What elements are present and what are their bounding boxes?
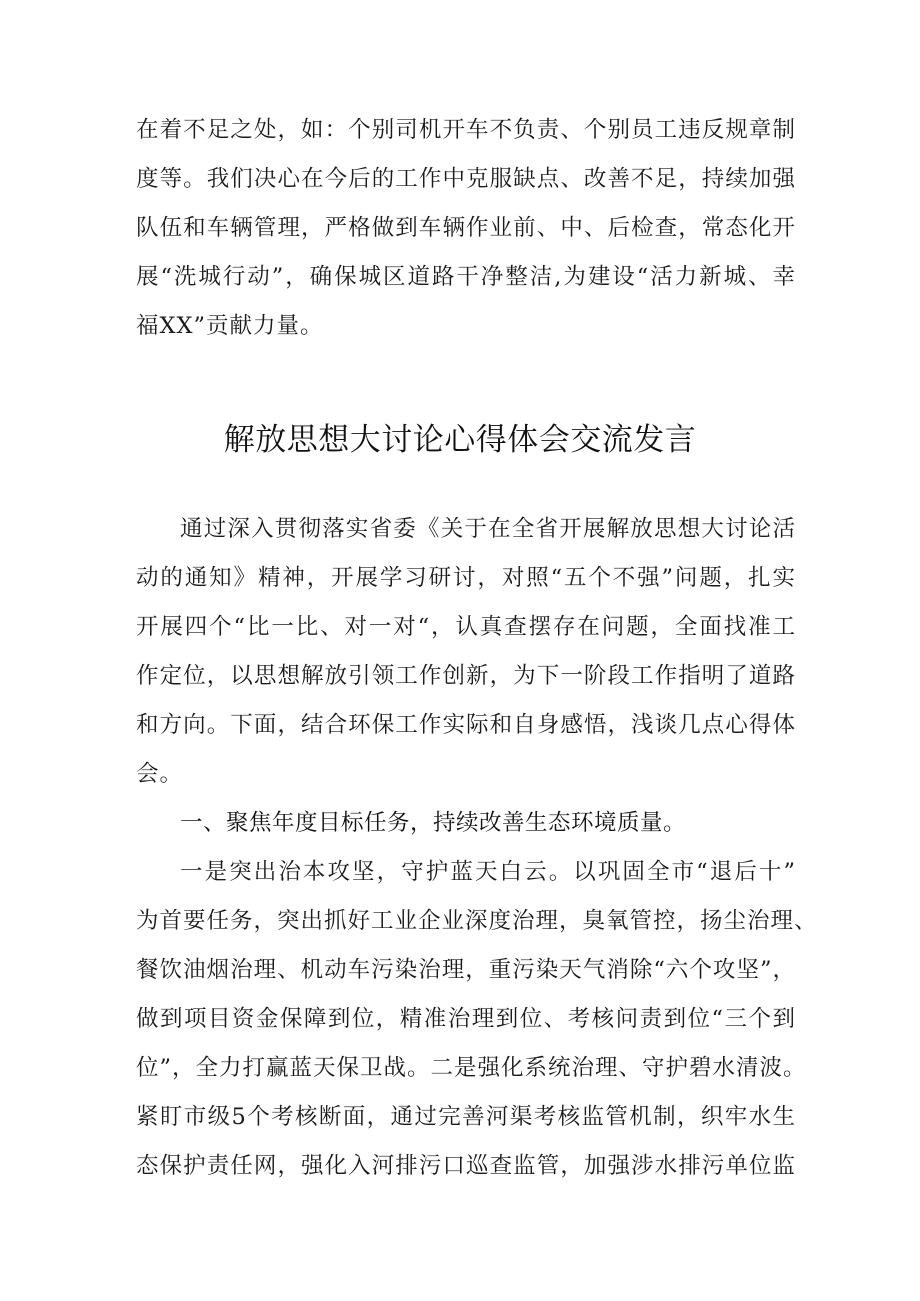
paragraph-line: 通过深入贯彻落实省委《关于在全省开展解放思想大讨论活 [180,516,796,542]
section-heading: 一、聚焦年度目标任务，持续改善生态环境质量。 [180,810,687,836]
intro-line: 度等。我们决心在今后的工作中克服缺点、改善不足，持续加强 [136,166,796,192]
section-line: 态保护责任网，强化入河排污口巡查监管，加强涉水排污单位监 [136,1153,796,1179]
section-line: 一是突出治本攻坚，守护蓝天白云。以巩固全市“退后十” [180,859,796,885]
paragraph-line: 和方向。下面，结合环保工作实际和自身感悟，浅谈几点心得体 [136,712,796,738]
section-line: 位”，全力打赢蓝天保卫战。二是强化系统治理、守护碧水清波。 [136,1055,807,1081]
paragraph-line: 动的通知》精神，开展学习研讨，对照“五个不强”问题，扎实 [136,565,796,591]
document-title: 解放思想大讨论心得体会交流发言 [223,422,697,458]
paragraph-line: 会。 [136,761,184,787]
intro-line: 队伍和车辆管理，严格做到车辆作业前、中、后检查，常态化开 [136,215,796,241]
section-line: 餐饮油烟治理、机动车污染治理，重污染天气消除“六个攻坚”， [136,957,796,983]
intro-line: 在着不足之处，如：个别司机开车不负责、个别员工违反规章制 [136,117,796,143]
intro-line: 福XX”贡献力量。 [136,313,324,339]
paragraph-line: 开展四个“比一比、对一对“，认真查摆存在问题，全面找准工 [136,614,796,640]
section-line: 紧盯市级5个考核断面，通过完善河渠考核监管机制，织牢水生 [136,1104,796,1130]
paragraph-line: 作定位，以思想解放引领工作创新，为下一阶段工作指明了道路 [136,663,796,689]
section-line: 做到项目资金保障到位，精准治理到位、考核问责到位“三个到 [136,1006,796,1032]
section-line: 为首要任务，突出抓好工业企业深度治理，臭氧管控，扬尘治理、 [136,908,818,934]
intro-line: 展“洗城行动”，确保城区道路干净整洁,为建设“活力新城、幸 [136,264,796,290]
